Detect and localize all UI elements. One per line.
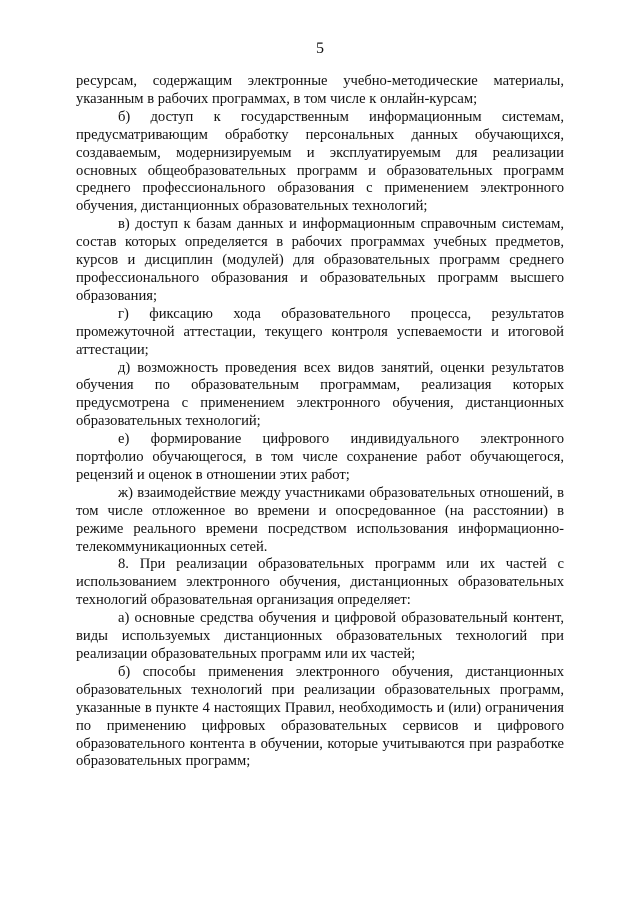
paragraph-1: б) доступ к государственным информационным системам, предусматривающим обработку персональных данных обучающихся, создаваемым, модернизируемым и эксплуатируемым для реализации основных общеобразовательных программ и образовательных программ среднего профессионального образования с применением электронного обучения, дистанционных образовательных технологий; (76, 108, 564, 215)
paragraph-7: 8. При реализации образовательных программ или их частей с использованием электронного обучения, дистанционных образовательных технологий образовательная организация определяет: (76, 556, 564, 609)
paragraph-9: б) способы применения электронного обучения, дистанционных образовательных технологий при реализации образовательных программ, указанные в пункте 4 настоящих Правил, необходимость и (или) ограничения по применению цифровых образовательных сервисов и цифрового образовательного контента в обучении, которые учитываются при разработке образовательных программ; (76, 663, 564, 770)
paragraph-0: ресурсам, содержащим электронные учебно-методические материалы, указанным в рабочих программах, в том числе к онлайн-курсам; (76, 73, 564, 107)
document-body (76, 73, 564, 771)
paragraph-6: ж) взаимодействие между участниками образовательных отношений, в том числе отложенное во времени и опосредованное (на расстоянии) в режиме реального времени посредством использования информационно-телекоммуникационных сетей. (76, 484, 564, 555)
paragraph-8: а) основные средства обучения и цифровой образовательный контент, виды используемых дистанционных образовательных технологий при реализации образовательных программ или их частей; (76, 610, 564, 662)
page-number: 5 (316, 40, 324, 57)
paragraph-4: д) возможность проведения всех видов занятий, оценки результатов обучения по образовательным программам, реализация которых предусмотрена с применением электронного обучения, дистанционных образовательных технологий; (76, 359, 564, 430)
paragraph-5: е) формирование цифрового индивидуального электронного портфолио обучающегося, в том числе сохранение работ обучающегося, рецензий и оценок в отношении этих работ; (76, 431, 564, 483)
paragraph-2: в) доступ к базам данных и информационным справочным системам, состав которых определяется в рабочих программах учебных предметов, курсов и дисциплин (модулей) для образовательных программ среднего профессионального образования и образовательных программ высшего образования; (76, 216, 564, 304)
paragraph-3: г) фиксацию хода образовательного процесса, результатов промежуточной аттестации, текущего контроля успеваемости и итоговой аттестации; (76, 305, 564, 358)
